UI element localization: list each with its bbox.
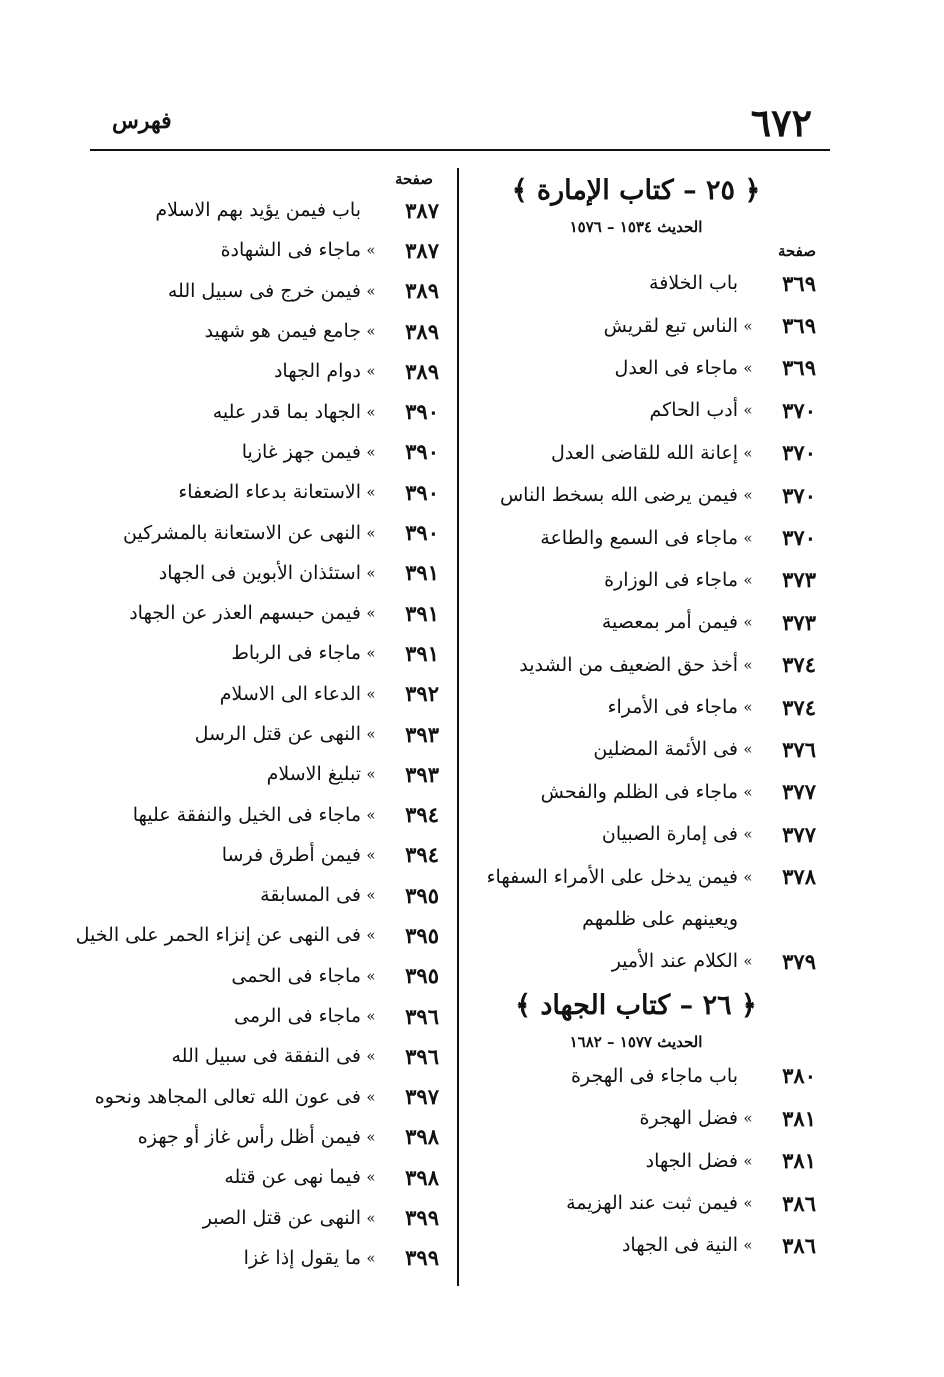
- entry-page: ٣٩١: [405, 560, 439, 586]
- entry-page: ٣٩٣: [405, 761, 439, 787]
- index-entry: [456, 686, 816, 728]
- ditto-mark: »: [366, 442, 376, 461]
- entry-page: ٣٧٣: [782, 567, 816, 593]
- entry-page: ٣٨٦: [782, 1232, 816, 1258]
- index-entry: [9, 391, 439, 431]
- page-number: ٦٧٢: [750, 100, 812, 145]
- ditto-mark: »: [743, 443, 753, 462]
- book-26-title: ﴿ ٢٦ – كتاب الجهاد ﴾: [515, 989, 757, 1021]
- entry-page: ٣٨٩: [405, 278, 439, 304]
- entry-title: النهى عن قتل الصبر: [202, 1206, 361, 1229]
- entry-page: ٣٧٧: [782, 779, 816, 805]
- book-25-title: ﴿ ٢٥ – كتاب الإمارة ﴾: [511, 175, 761, 206]
- entry-title: ماجاء فى الرمى: [234, 1005, 361, 1028]
- entry-page: ٣٩٦: [405, 1003, 439, 1029]
- ditto-mark: »: [366, 886, 376, 905]
- entry-title: فيمن ثبت عند الهزيمة: [566, 1192, 738, 1214]
- entry-page: ٣٧٤: [782, 652, 816, 678]
- ditto-mark: »: [366, 322, 376, 341]
- entry-page: ٣٦٩: [782, 355, 816, 381]
- entry-page: ٣٩٣: [405, 721, 439, 747]
- ditto-mark: »: [366, 483, 376, 502]
- index-entry: [9, 835, 439, 875]
- entry-title: فضل الجهاد: [645, 1149, 738, 1172]
- index-entry: [456, 1224, 816, 1266]
- ditto-mark: »: [743, 867, 753, 886]
- index-entry: [456, 347, 816, 389]
- ditto-mark: »: [743, 1109, 753, 1128]
- index-entry: [9, 311, 439, 351]
- entry-title: فى المسابقة: [260, 884, 361, 907]
- entry-title: النهى عن قتل الرسل: [194, 723, 361, 745]
- entry-title: دوام الجهاد: [273, 360, 361, 383]
- index-entry: [456, 728, 816, 770]
- entry-page: ٣٧٠: [782, 525, 816, 551]
- ditto-mark: »: [743, 740, 753, 759]
- ditto-mark: »: [366, 1007, 376, 1026]
- entry-title: فضل الهجرة: [639, 1107, 738, 1130]
- entry-title: فيمن أمر بمعصية: [601, 611, 738, 634]
- entry-page: ٣٩٠: [405, 439, 439, 465]
- index-entry: [9, 633, 439, 673]
- ditto-mark: »: [366, 684, 376, 703]
- ditto-mark: »: [743, 698, 753, 717]
- entry-page: ٣٩٩: [405, 1205, 439, 1231]
- entry-title: فيمن جهز غازيا: [241, 440, 361, 463]
- entry-title: فى عون الله تعالى المجاهد ونحوه: [94, 1085, 361, 1108]
- entry-title: فى النفقة فى سبيل الله: [171, 1045, 361, 1068]
- ditto-mark: »: [743, 358, 753, 377]
- ditto-mark: »: [743, 613, 753, 632]
- index-entry: [9, 674, 439, 714]
- entry-title: فيما نهى عن قتله: [224, 1166, 361, 1189]
- index-entry: [9, 512, 439, 552]
- index-entry: [9, 230, 439, 270]
- index-entry: [456, 389, 816, 431]
- index-entry: [9, 794, 439, 834]
- entry-title: أدب الحاكم: [649, 399, 738, 422]
- entry-page: ٣٧٩: [782, 948, 816, 974]
- index-entry: [456, 304, 816, 346]
- index-entry: [9, 472, 439, 512]
- index-entry: [456, 771, 816, 813]
- book-26-hadith-range: الحديث ١٥٧٧ – ١٦٨٢: [569, 1032, 703, 1051]
- left-column: [9, 168, 439, 1278]
- ditto-mark: »: [366, 805, 376, 824]
- entry-continuation: ويعينهم على ظلمهم: [582, 908, 738, 931]
- entry-title: فى إمارة الصبيان: [601, 823, 738, 846]
- index-entry: [9, 1238, 439, 1278]
- ditto-mark: »: [366, 845, 376, 864]
- entry-page: ٣٨١: [782, 1105, 816, 1131]
- ditto-mark: »: [743, 825, 753, 844]
- index-entry: [9, 1117, 439, 1157]
- index-entry: [9, 915, 439, 955]
- index-entry: [456, 601, 816, 643]
- entry-page: ٣٩٨: [405, 1164, 439, 1190]
- running-title: فهرس: [112, 108, 172, 134]
- ditto-mark: »: [743, 1194, 753, 1212]
- page-column-label: صفحة: [394, 170, 433, 188]
- index-list-left: [9, 190, 439, 1278]
- entry-title: ماجاء فى العدل: [614, 356, 738, 379]
- entry-page: ٣٩٥: [405, 963, 439, 989]
- entry-page: ٣٩٠: [405, 479, 439, 505]
- index-entry: [9, 1157, 439, 1197]
- entry-title: فى الأئمة المضلين: [593, 738, 738, 761]
- entry-page: ٣٧٨: [782, 864, 816, 890]
- entry-page: ٣٩١: [405, 640, 439, 666]
- ditto-mark: »: [743, 1151, 753, 1170]
- index-entry: [9, 754, 439, 794]
- entry-title: فى النهى عن إنزاء الحمر على الخيل: [75, 924, 361, 947]
- entry-title: ماجاء فى الرباط: [231, 642, 361, 665]
- index-entry: [9, 996, 439, 1036]
- entry-page: ٣٧٣: [782, 609, 816, 635]
- ditto-mark: »: [366, 604, 376, 623]
- entry-page: ٣٧٤: [782, 694, 816, 720]
- index-entry: [456, 813, 816, 855]
- index-entry: [456, 559, 816, 601]
- entry-title: الاستعانة بدعاء الضعفاء: [178, 481, 361, 504]
- ditto-mark: »: [743, 316, 753, 335]
- entry-title: أخذ حق الضعيف من الشديد: [519, 653, 738, 676]
- ditto-mark: »: [366, 1087, 376, 1106]
- entry-page: ٣٩٥: [405, 882, 439, 908]
- entry-page: ٣٦٩: [782, 313, 816, 339]
- ditto-mark: »: [743, 782, 753, 801]
- index-entry: [456, 262, 816, 304]
- ditto-mark: »: [366, 1168, 376, 1187]
- index-entry: [456, 474, 816, 516]
- ditto-mark: »: [743, 528, 753, 547]
- index-entry: [9, 1077, 439, 1117]
- entry-title: فيمن أطرق فرسا: [221, 843, 361, 866]
- ditto-mark: »: [366, 1127, 376, 1146]
- entry-page: ٣٩٤: [405, 842, 439, 868]
- index-entry: [9, 553, 439, 593]
- index-entry: [456, 644, 816, 686]
- index-entry: [456, 516, 816, 558]
- index-entry: [456, 855, 816, 897]
- entry-page: ٣٩٢: [405, 681, 439, 707]
- ditto-mark: »: [366, 1047, 376, 1066]
- entry-page: ٣٦٩: [782, 270, 816, 296]
- entry-page: ٣٩٤: [405, 802, 439, 828]
- entry-page: ٣٨١: [782, 1148, 816, 1174]
- entry-page: ٣٩٦: [405, 1043, 439, 1069]
- index-entry: [456, 1055, 816, 1097]
- book-25-hadith-range: الحديث ١٥٣٤ – ١٥٧٦: [569, 218, 703, 236]
- ditto-mark: »: [743, 655, 753, 674]
- entry-title: ماجاء فى الخيل والنفقة عليها: [132, 803, 361, 826]
- entry-title: باب الخلافة: [649, 272, 738, 295]
- ditto-mark: »: [366, 362, 376, 381]
- entry-title: ماجاء فى السمع والطاعة: [540, 526, 738, 549]
- entry-page: ٣٨٦: [782, 1190, 816, 1216]
- ditto-mark: »: [743, 570, 753, 589]
- entry-page: ٣٨٧: [405, 237, 439, 263]
- entry-page: ٣٧٠: [782, 440, 816, 466]
- entry-title: ما يقول إذا غزا: [243, 1246, 361, 1269]
- entry-title: ماجاء فى الوزارة: [604, 568, 738, 591]
- index-entry: [9, 351, 439, 391]
- entry-page: ٣٩٧: [405, 1084, 439, 1110]
- ditto-mark: »: [366, 402, 376, 421]
- entry-page: ٣٧٧: [782, 821, 816, 847]
- entry-title: ماجاء فى الأمراء: [607, 696, 738, 719]
- ditto-mark: »: [743, 1236, 753, 1255]
- index-entry: [9, 875, 439, 915]
- entry-title: النية فى الجهاد: [621, 1234, 738, 1257]
- index-entry: [9, 1197, 439, 1237]
- entry-page: ٣٧٦: [782, 736, 816, 762]
- entry-title: فيمن خرج فى سبيل الله: [167, 279, 361, 302]
- right-column: [456, 168, 816, 1267]
- entry-title: الدعاء الى الاسلام: [219, 682, 361, 705]
- entry-page: ٣٩٩: [405, 1245, 439, 1271]
- ditto-mark: »: [366, 241, 376, 260]
- entry-title: فيمن حبسهم العذر عن الجهاد: [129, 602, 361, 625]
- index-entry: [456, 940, 816, 982]
- index-list-b: [456, 1055, 816, 1267]
- ditto-mark: »: [366, 281, 376, 300]
- index-entry: [9, 714, 439, 754]
- index-entry: [456, 1097, 816, 1139]
- header-rule: [90, 149, 830, 151]
- ditto-mark: »: [366, 966, 376, 985]
- index-entry: [9, 1036, 439, 1076]
- ditto-mark: »: [743, 952, 753, 971]
- ditto-mark: »: [366, 1248, 376, 1267]
- entry-title: الكلام عند الأمير: [611, 950, 738, 973]
- ditto-mark: »: [366, 765, 376, 784]
- page-column-label: صفحة: [777, 242, 816, 260]
- entry-page: ٣٨٩: [405, 358, 439, 384]
- entry-page: ٣٩٥: [405, 922, 439, 948]
- entry-page: ٣٨٧: [405, 197, 439, 223]
- entry-page: ٣٩٠: [405, 399, 439, 425]
- entry-title: ماجاء فى الظلم والفحش: [540, 780, 738, 803]
- entry-title: باب فيمن يؤيد بهم الاسلام: [155, 199, 361, 222]
- ditto-mark: »: [366, 725, 376, 743]
- entry-title: إعانة الله للقاضى العدل: [550, 441, 738, 464]
- index-entry: [9, 190, 439, 230]
- entry-title: استئذان الأبوين فى الجهاد: [158, 561, 361, 584]
- entry-title: تبليغ الاسلام: [266, 763, 361, 786]
- ditto-mark: »: [743, 401, 753, 420]
- index-entry: [456, 432, 816, 474]
- entry-page: ٣٨٠: [782, 1063, 816, 1089]
- entry-page: ٣٧٠: [782, 397, 816, 423]
- index-entry: [456, 1182, 816, 1224]
- entry-title: جامع فيمن هو شهيد: [204, 320, 361, 343]
- entry-title: الجهاد بما قدر عليه: [212, 400, 361, 423]
- entry-title: باب ماجاء فى الهجرة: [571, 1064, 738, 1087]
- index-entry: [456, 1139, 816, 1181]
- entry-title: فيمن يدخل على الأمراء السفهاء: [486, 865, 738, 888]
- entry-page: ٣٩٨: [405, 1124, 439, 1150]
- index-entry: [9, 432, 439, 472]
- index-list-a: [456, 262, 816, 898]
- ditto-mark: »: [366, 523, 376, 542]
- ditto-mark: »: [366, 926, 376, 945]
- index-entry: [9, 271, 439, 311]
- entry-page: ٣٧٠: [782, 482, 816, 508]
- entry-title: الناس تبع لقريش: [603, 314, 738, 337]
- entry-title: فيمن يرضى الله بسخط الناس: [499, 484, 738, 507]
- entry-title: ماجاء فى الشهادة: [220, 239, 361, 262]
- entry-title: فيمن أظل رأس غاز أو جهزه: [137, 1125, 361, 1148]
- ditto-mark: »: [366, 1208, 376, 1227]
- entry-page: ٣٩١: [405, 600, 439, 626]
- ditto-mark: »: [366, 644, 376, 663]
- entry-title: ماجاء فى الحمى: [231, 964, 361, 987]
- entry-page: ٣٩٠: [405, 520, 439, 546]
- entry-title: النهى عن الاستعانة بالمشركين: [122, 521, 361, 544]
- index-entry: [9, 593, 439, 633]
- index-entry: [9, 956, 439, 996]
- ditto-mark: »: [743, 486, 753, 505]
- entry-page: ٣٨٩: [405, 318, 439, 344]
- ditto-mark: »: [366, 563, 376, 582]
